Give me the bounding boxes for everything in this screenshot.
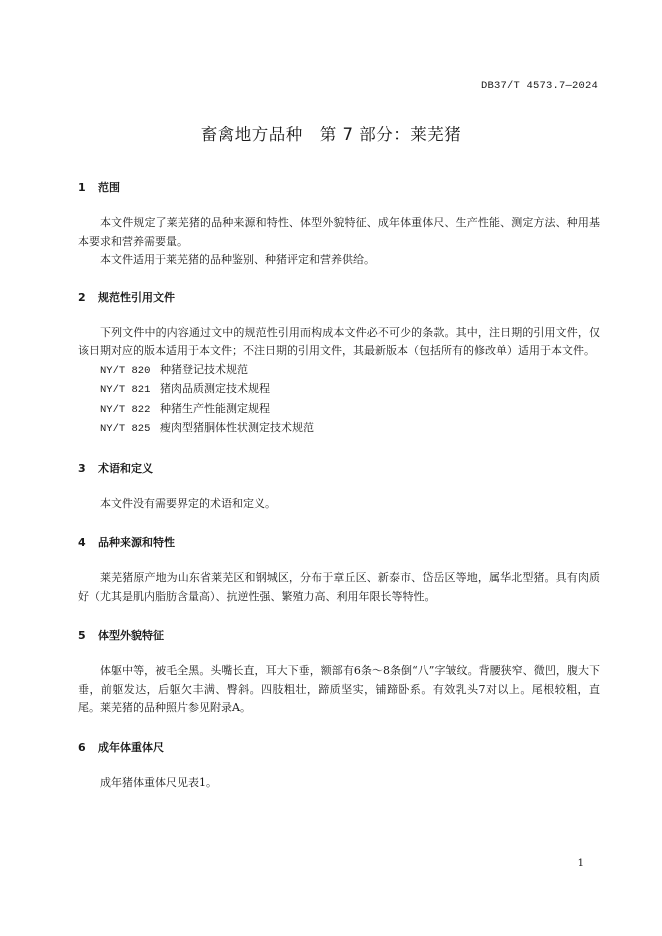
section-heading <box>78 459 600 479</box>
section-heading <box>78 178 600 198</box>
reference-name: 猪肉品质测定技术规程 <box>160 382 270 395</box>
section-number: 2 <box>78 290 86 304</box>
section-heading <box>78 626 600 646</box>
reference-name: 种猪生产性能测定规程 <box>160 401 270 415</box>
section-title: 规范性引用文件 <box>98 290 175 304</box>
paragraph: 下列文件中的内容通过文中的规范性引用而构成本文件必不可少的条款。其中，注日期的引用文件，仅该日期对应的版本适用于本文件；不注日期的引用文件，其最新版本（包括所有的修改单）适用于本文件。 <box>78 325 600 357</box>
document-body <box>78 178 600 792</box>
section-scope <box>78 178 600 270</box>
section-heading <box>78 738 600 758</box>
reference-item <box>78 380 600 400</box>
reference-code: NY/T 821 <box>100 384 151 396</box>
document-code: DB37/T 4573.7—2024 <box>480 80 598 92</box>
section-number: 1 <box>78 181 86 194</box>
section-number: 6 <box>78 740 86 754</box>
paragraph: 成年猪体重体尺见表1。 <box>100 775 217 789</box>
section-number: 3 <box>78 461 86 475</box>
reference-code: NY/T 822 <box>100 403 151 416</box>
section-title: 体型外貌特征 <box>98 629 164 642</box>
reference-code: NY/T 825 <box>100 423 151 435</box>
page-number: 1 <box>577 858 584 869</box>
section-title: 品种来源和特性 <box>98 536 175 549</box>
paragraph: 莱芜猪原产地为山东省莱芜区和钢城区，分布于章丘区、新泰市、岱岳区等地，属华北型猪。具有肉质好（尤其是肌内脂肪含量高）、抗逆性强、繁殖力高、利用年限长等特性。 <box>78 571 600 603</box>
section-normative-references <box>78 288 600 439</box>
section-breed-origin <box>78 533 600 606</box>
reference-item <box>78 361 600 381</box>
reference-item <box>78 419 600 439</box>
section-appearance <box>78 626 600 718</box>
reference-item <box>78 400 600 420</box>
section-adult-weight <box>78 738 600 793</box>
reference-name: 种猪登记技术规范 <box>160 362 248 376</box>
section-title: 范围 <box>98 181 120 194</box>
section-number: 4 <box>78 536 86 549</box>
paragraph: 本文件没有需要界定的术语和定义。 <box>100 496 276 510</box>
section-heading <box>78 533 600 553</box>
section-terms-definitions <box>78 459 600 514</box>
paragraph: 本文件规定了莱芜猪的品种来源和特性、体型外貌特征、成年体重体尺、生产性能、测定方法、种用基本要求和营养需要量。 <box>78 216 600 248</box>
reference-name: 瘦肉型猪胴体性状测定技术规范 <box>160 421 314 434</box>
section-title: 术语和定义 <box>98 461 153 475</box>
paragraph: 本文件适用于莱芜猪的品种鉴别、种猪评定和营养供给。 <box>100 253 375 266</box>
paragraph: 体躯中等，被毛全黑。头嘴长直，耳大下垂，额部有6条～8条倒“八”字皱纹。背腰狭窄、微凹，腹大下垂，前躯发达，后躯欠丰满、臀斜。四肢粗壮，蹄质坚实，铺蹄卧系。有效乳头7对以上。尾根较粗，直尾。莱芜猪的品种照片参见附录A。 <box>78 664 600 714</box>
section-title: 成年体重体尺 <box>98 740 164 754</box>
section-number: 5 <box>78 629 86 642</box>
document-title: 畜禽地方品种 第 7 部分：莱芜猪 <box>200 125 462 144</box>
reference-code: NY/T 820 <box>100 364 151 377</box>
section-heading <box>78 288 600 308</box>
